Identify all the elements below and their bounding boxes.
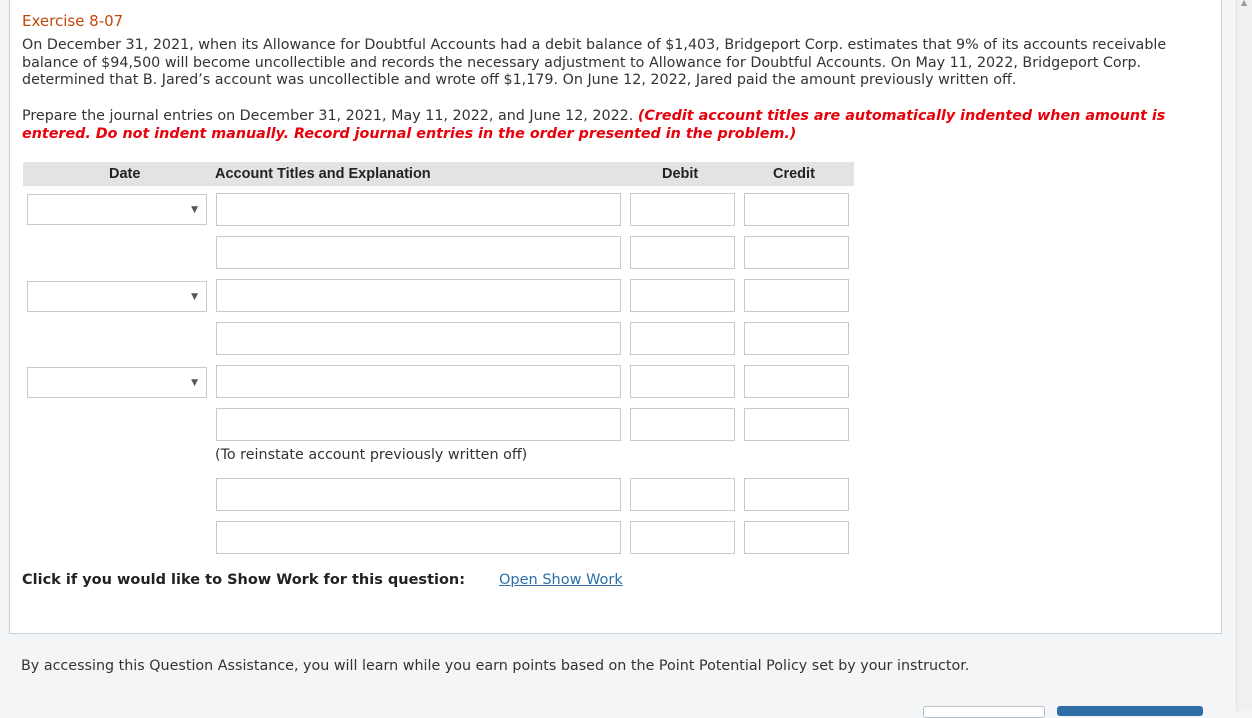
credit-input-5[interactable] <box>744 365 849 398</box>
entry-explanation: (To reinstate account previously written off) <box>215 447 528 463</box>
debit-input-1[interactable] <box>630 193 735 226</box>
credit-input-8[interactable] <box>744 521 849 554</box>
account-input-6[interactable] <box>216 408 621 441</box>
credit-input-4[interactable] <box>744 322 849 355</box>
instruction-note: (Credit account titles are automatically indented when amount is entered. Do not indent manually. Record journal entries in the order presented in the problem.) <box>22 108 1166 142</box>
scroll-up-arrow-icon[interactable]: ▲ <box>1241 0 1248 7</box>
chevron-down-icon: ▼ <box>191 205 198 215</box>
chevron-down-icon: ▼ <box>191 292 198 302</box>
open-show-work-link[interactable]: Open Show Work <box>499 572 623 588</box>
problem-text: On December 31, 2021, when its Allowance for Doubtful Accounts had a debit balance of $1,403, Bridgeport Corp. estimates that 9% of its accounts receivable balance of $94,500 will become uncollectible and records the necessary adjustment to Allowance for Doubtful Accounts. On May 11, 2022, Bridgeport Corp. determined that B. Jared’s account was uncollectible and wrote off $1,179. On June 12, 2022, Jared paid the amount previously written off. <box>22 37 1167 88</box>
vertical-scrollbar[interactable] <box>1236 0 1252 711</box>
account-input-2[interactable] <box>216 236 621 269</box>
debit-input-6[interactable] <box>630 408 735 441</box>
date-select-3[interactable] <box>27 367 207 398</box>
debit-input-2[interactable] <box>630 236 735 269</box>
chevron-down-icon: ▼ <box>191 378 198 388</box>
credit-input-2[interactable] <box>744 236 849 269</box>
account-input-8[interactable] <box>216 521 621 554</box>
credit-input-1[interactable] <box>744 193 849 226</box>
exercise-title: Exercise 8-07 <box>22 12 124 30</box>
debit-input-7[interactable] <box>630 478 735 511</box>
account-input-4[interactable] <box>216 322 621 355</box>
debit-input-8[interactable] <box>630 521 735 554</box>
credit-input-6[interactable] <box>744 408 849 441</box>
debit-input-3[interactable] <box>630 279 735 312</box>
account-input-3[interactable] <box>216 279 621 312</box>
instruction-text: Prepare the journal entries on December 31, 2021, May 11, 2022, and June 12, 2022. <box>22 108 634 124</box>
debit-input-4[interactable] <box>630 322 735 355</box>
account-input-5[interactable] <box>216 365 621 398</box>
assistance-text: By accessing this Question Assistance, you will learn while you earn points based on the Point Potential Policy set by your instructor. <box>21 658 970 674</box>
credit-input-7[interactable] <box>744 478 849 511</box>
account-column-header: Account Titles and Explanation <box>215 166 431 182</box>
show-work-prompt: Click if you would like to Show Work for this question: <box>22 572 466 588</box>
secondary-button[interactable] <box>923 706 1045 718</box>
debit-column-header: Debit <box>662 166 699 182</box>
primary-button[interactable] <box>1057 706 1203 716</box>
date-select-1[interactable] <box>27 194 207 225</box>
date-column-header: Date <box>109 166 141 182</box>
question-panel <box>9 0 1222 634</box>
account-input-7[interactable] <box>216 478 621 511</box>
credit-input-3[interactable] <box>744 279 849 312</box>
account-input-1[interactable] <box>216 193 621 226</box>
date-select-2[interactable] <box>27 281 207 312</box>
journal-table-header <box>23 162 854 186</box>
debit-input-5[interactable] <box>630 365 735 398</box>
instruction-block <box>22 108 1217 143</box>
credit-column-header: Credit <box>773 166 815 182</box>
